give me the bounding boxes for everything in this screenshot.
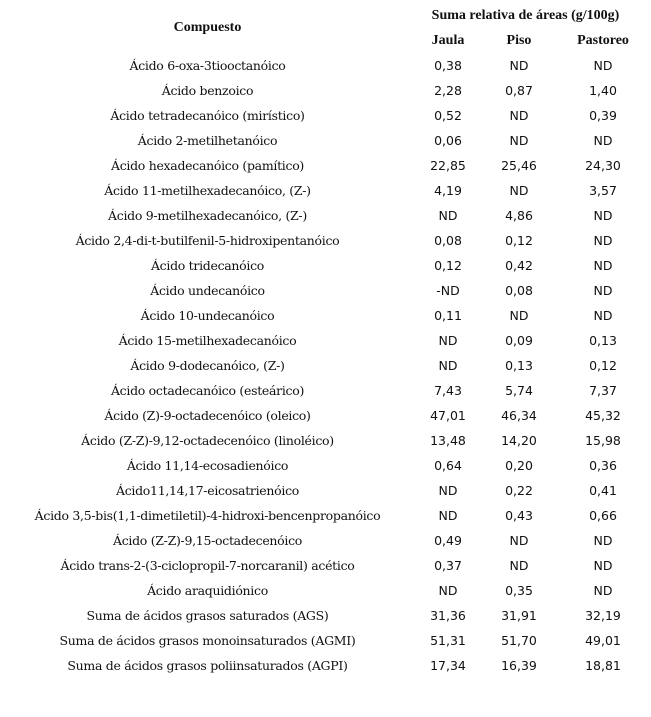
cell-piso: 46,34 xyxy=(501,408,537,423)
cell-piso: 16,39 xyxy=(501,658,537,673)
table-row xyxy=(0,655,651,680)
cell-jaula: 0,37 xyxy=(434,558,462,573)
cell-piso: 0,20 xyxy=(505,458,533,473)
table-row xyxy=(0,480,651,505)
cell-compuesto: Ácido (Z)-9-octadecenóico (oleico) xyxy=(104,408,311,423)
cell-jaula: 4,19 xyxy=(434,183,462,198)
table-row xyxy=(0,505,651,530)
cell-jaula: 0,38 xyxy=(434,58,462,73)
cell-compuesto: Ácido 11,14-ecosadienóico xyxy=(126,458,289,473)
cell-pastoreo: ND xyxy=(593,258,613,273)
table-body xyxy=(0,55,651,680)
cell-piso: ND xyxy=(509,558,529,573)
cell-piso: 0,87 xyxy=(505,83,533,98)
table-row xyxy=(0,455,651,480)
table-row xyxy=(0,205,651,230)
cell-piso: ND xyxy=(509,533,529,548)
cell-compuesto: Ácido 15-metilhexadecanóico xyxy=(118,333,297,348)
cell-compuesto: Ácido11,14,17-eicosatrienóico xyxy=(115,483,300,498)
cell-pastoreo: ND xyxy=(593,558,613,573)
cell-jaula: ND xyxy=(438,483,458,498)
cell-piso: 0,22 xyxy=(505,483,533,498)
cell-piso: ND xyxy=(509,108,529,123)
cell-compuesto: Ácido 10-undecanóico xyxy=(140,308,275,323)
cell-compuesto: Ácido 2,4-di-t-butilfenil-5-hidroxipentanóico xyxy=(75,233,340,248)
cell-pastoreo: 0,36 xyxy=(589,458,617,473)
table-row xyxy=(0,255,651,280)
cell-jaula: -ND xyxy=(436,283,460,298)
header-compuesto: Compuesto xyxy=(173,20,242,35)
cell-jaula: ND xyxy=(438,583,458,598)
cell-jaula: ND xyxy=(438,508,458,523)
cell-jaula: 51,31 xyxy=(430,633,466,648)
table-row xyxy=(0,180,651,205)
table-row xyxy=(0,430,651,455)
cell-piso: 0,35 xyxy=(505,583,533,598)
cell-piso: 25,46 xyxy=(501,158,537,173)
table-row xyxy=(0,105,651,130)
cell-pastoreo: 0,39 xyxy=(589,108,617,123)
cell-piso: 4,86 xyxy=(505,208,533,223)
cell-compuesto: Ácido (Z-Z)-9,12-octadecenóico (linoléico) xyxy=(81,433,334,448)
cell-pastoreo: 18,81 xyxy=(585,658,621,673)
cell-piso: 5,74 xyxy=(505,383,533,398)
cell-compuesto: Suma de ácidos grasos monoinsaturados (AGMI) xyxy=(59,633,356,648)
cell-jaula: ND xyxy=(438,358,458,373)
header-piso: Piso xyxy=(506,33,532,48)
table-row xyxy=(0,130,651,155)
cell-piso: 0,12 xyxy=(505,233,533,248)
cell-pastoreo: ND xyxy=(593,133,613,148)
table-row xyxy=(0,555,651,580)
cell-compuesto: Ácido 9-dodecanóico, (Z-) xyxy=(130,358,285,373)
cell-jaula: 0,52 xyxy=(434,108,462,123)
cell-piso: 0,42 xyxy=(505,258,533,273)
cell-pastoreo: 49,01 xyxy=(585,633,621,648)
cell-jaula: 0,08 xyxy=(434,233,462,248)
cell-compuesto: Ácido tridecanóico xyxy=(150,258,265,273)
cell-compuesto: Ácido undecanóico xyxy=(150,283,265,298)
cell-jaula: 13,48 xyxy=(430,433,466,448)
table-row xyxy=(0,530,651,555)
cell-compuesto: Suma de ácidos grasos poliinsaturados (AGPI) xyxy=(67,658,348,673)
cell-jaula: 22,85 xyxy=(430,158,466,173)
cell-piso: ND xyxy=(509,308,529,323)
cell-piso: 14,20 xyxy=(501,433,537,448)
table-row xyxy=(0,155,651,180)
table-row xyxy=(0,630,651,655)
cell-piso: 0,08 xyxy=(505,283,533,298)
cell-compuesto: Ácido (Z-Z)-9,15-octadecenóico xyxy=(112,533,303,548)
table-row xyxy=(0,580,651,605)
header-pastoreo: Pastoreo xyxy=(577,33,629,48)
cell-jaula: 0,11 xyxy=(434,308,462,323)
cell-piso: 0,43 xyxy=(505,508,533,523)
cell-jaula: 0,12 xyxy=(434,258,462,273)
cell-compuesto: Ácido benzoico xyxy=(161,83,254,98)
cell-pastoreo: 0,13 xyxy=(589,333,617,348)
cell-pastoreo: 0,12 xyxy=(589,358,617,373)
cell-jaula: ND xyxy=(438,208,458,223)
cell-compuesto: Ácido trans-2-(3-ciclopropil-7-norcaranil) acético xyxy=(60,558,355,573)
cell-pastoreo: ND xyxy=(593,583,613,598)
cell-jaula: 0,49 xyxy=(434,533,462,548)
cell-jaula: 31,36 xyxy=(430,608,466,623)
cell-piso: 0,13 xyxy=(505,358,533,373)
cell-pastoreo: ND xyxy=(593,533,613,548)
header-group-suma-relativa: Suma relativa de áreas (g/100g) xyxy=(431,8,620,23)
cell-compuesto: Ácido 3,5-bis(1,1-dimetiletil)-4-hidroxi-bencenpropanóico xyxy=(34,508,381,523)
cell-compuesto: Ácido 2-metilhetanóico xyxy=(137,133,278,148)
table-row xyxy=(0,230,651,255)
cell-compuesto: Ácido octadecanóico (esteárico) xyxy=(110,383,305,398)
cell-pastoreo: 0,66 xyxy=(589,508,617,523)
header-jaula: Jaula xyxy=(431,33,465,48)
cell-pastoreo: ND xyxy=(593,283,613,298)
cell-compuesto: Ácido tetradecanóico (mirístico) xyxy=(110,108,305,123)
table-row xyxy=(0,355,651,380)
cell-pastoreo: 0,41 xyxy=(589,483,617,498)
cell-pastoreo: ND xyxy=(593,233,613,248)
cell-pastoreo: 3,57 xyxy=(589,183,617,198)
cell-jaula: 17,34 xyxy=(430,658,466,673)
cell-compuesto: Ácido 11-metilhexadecanóico, (Z-) xyxy=(104,183,311,198)
cell-pastoreo: ND xyxy=(593,208,613,223)
table-row xyxy=(0,80,651,105)
cell-jaula: ND xyxy=(438,333,458,348)
cell-jaula: 47,01 xyxy=(430,408,466,423)
table-row xyxy=(0,605,651,630)
cell-piso: 51,70 xyxy=(501,633,537,648)
cell-pastoreo: 45,32 xyxy=(585,408,621,423)
cell-pastoreo: ND xyxy=(593,308,613,323)
cell-compuesto: Ácido hexadecanóico (pamítico) xyxy=(110,158,304,173)
cell-compuesto: Ácido 6-oxa-3tiooctanóico xyxy=(129,58,286,73)
table-row xyxy=(0,330,651,355)
cell-compuesto: Ácido 9-metilhexadecanóico, (Z-) xyxy=(108,208,307,223)
cell-pastoreo: 32,19 xyxy=(585,608,621,623)
cell-piso: 0,09 xyxy=(505,333,533,348)
table-row xyxy=(0,280,651,305)
cell-piso: ND xyxy=(509,183,529,198)
cell-jaula: 0,64 xyxy=(434,458,462,473)
cell-compuesto: Suma de ácidos grasos saturados (AGS) xyxy=(86,608,329,623)
cell-pastoreo: 15,98 xyxy=(585,433,621,448)
table-row xyxy=(0,305,651,330)
cell-piso: ND xyxy=(509,58,529,73)
table-row xyxy=(0,380,651,405)
table-row xyxy=(0,55,651,80)
cell-piso: 31,91 xyxy=(501,608,537,623)
cell-jaula: 7,43 xyxy=(434,383,462,398)
cell-pastoreo: 7,37 xyxy=(589,383,617,398)
cell-jaula: 2,28 xyxy=(434,83,462,98)
table-row xyxy=(0,405,651,430)
cell-piso: ND xyxy=(509,133,529,148)
cell-pastoreo: 24,30 xyxy=(585,158,621,173)
cell-pastoreo: ND xyxy=(593,58,613,73)
cell-jaula: 0,06 xyxy=(434,133,462,148)
cell-pastoreo: 1,40 xyxy=(589,83,617,98)
cell-compuesto: Ácido araquidiónico xyxy=(147,583,268,598)
